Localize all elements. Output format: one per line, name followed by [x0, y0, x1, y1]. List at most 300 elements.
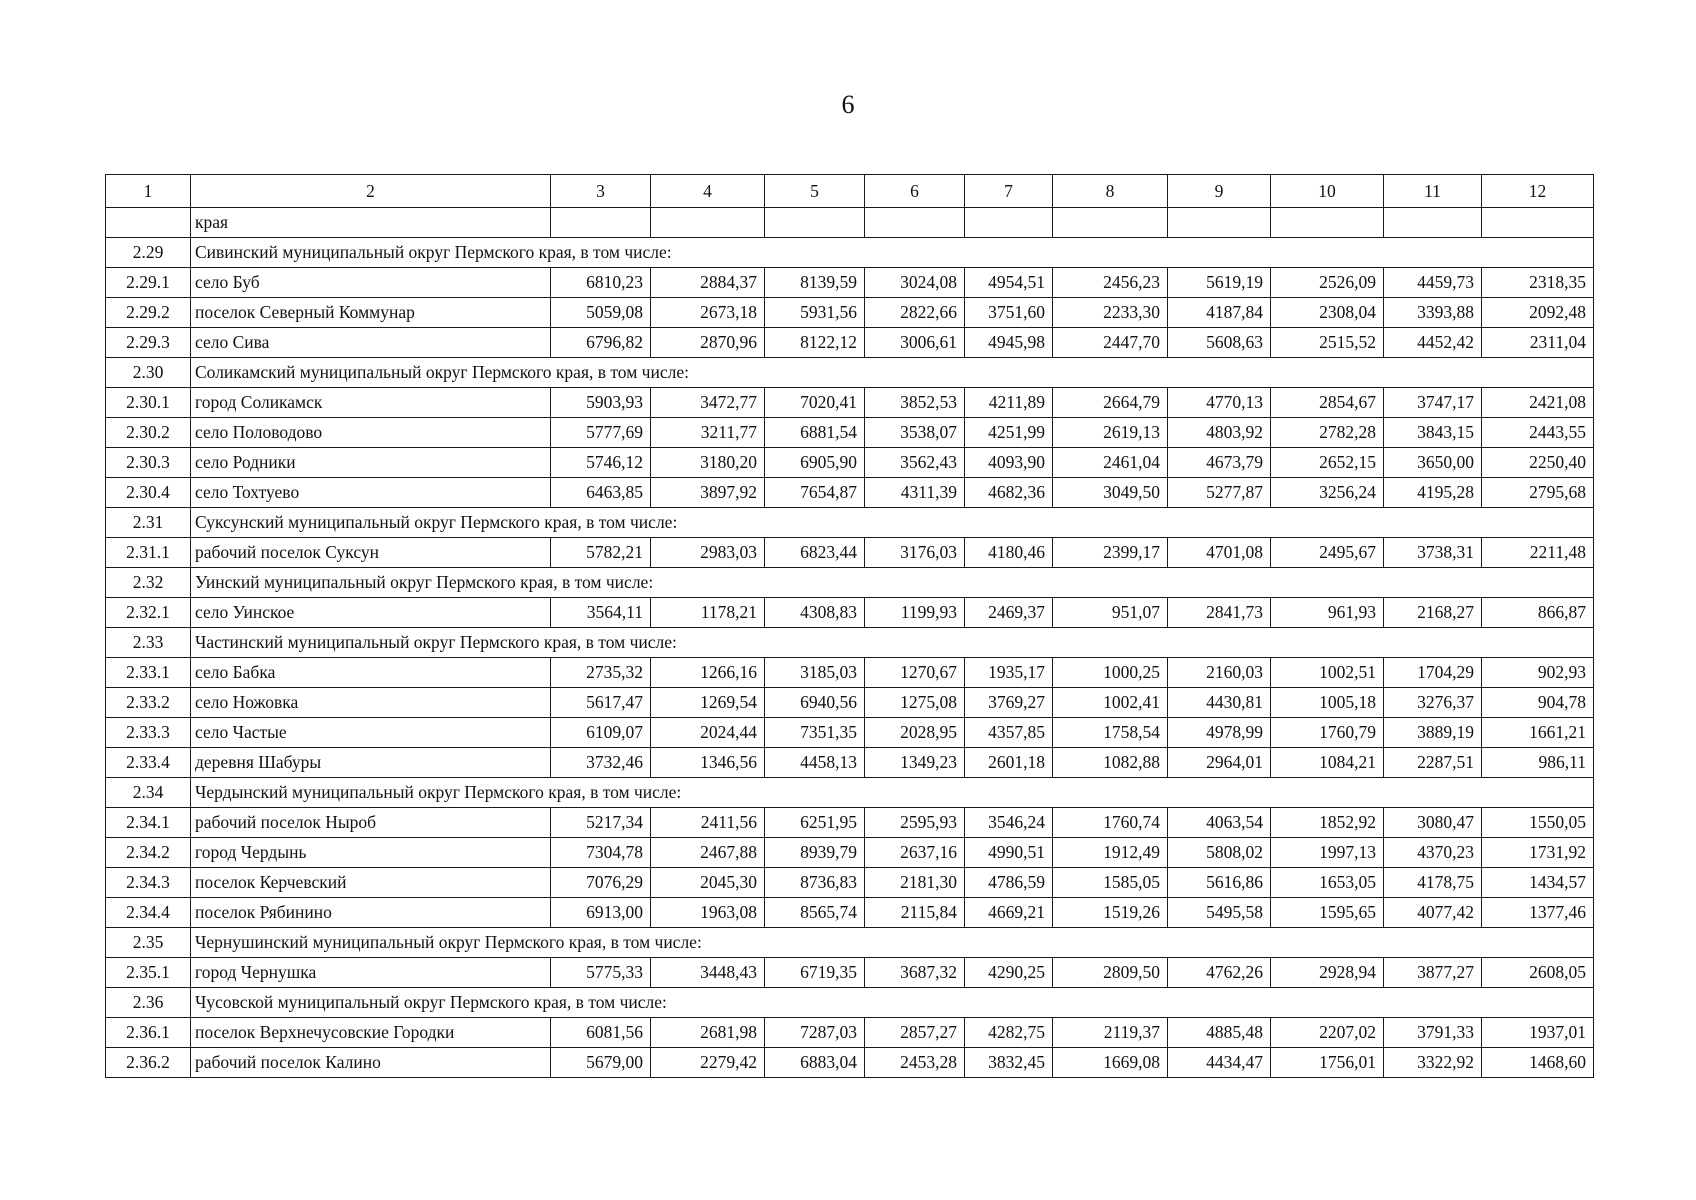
row-name: город Соликамск [191, 388, 551, 418]
value-cell: 1760,74 [1053, 808, 1168, 838]
column-number: 11 [1384, 175, 1482, 208]
group-row [106, 928, 1594, 958]
value-cell: 8939,79 [765, 838, 865, 868]
value-cell: 2119,37 [1053, 1018, 1168, 1048]
value-cell: 3732,46 [551, 748, 651, 778]
value-cell: 1199,93 [865, 598, 965, 628]
group-row [106, 988, 1594, 1018]
value-cell: 2443,55 [1482, 418, 1594, 448]
column-number: 8 [1053, 175, 1168, 208]
row-number: 2.33.1 [106, 658, 191, 688]
row-number: 2.32.1 [106, 598, 191, 628]
column-number: 6 [865, 175, 965, 208]
value-cell: 2211,48 [1482, 538, 1594, 568]
value-cell: 5217,34 [551, 808, 651, 838]
table-row [106, 898, 1594, 928]
column-number: 5 [765, 175, 865, 208]
value-cell: 1852,92 [1271, 808, 1384, 838]
value-cell: 2207,02 [1271, 1018, 1384, 1048]
value-cell: 2664,79 [1053, 388, 1168, 418]
row-number: 2.33.4 [106, 748, 191, 778]
table-row [106, 448, 1594, 478]
value-cell: 4945,98 [965, 328, 1053, 358]
value-cell [1482, 208, 1594, 238]
value-cell [965, 208, 1053, 238]
group-row [106, 238, 1594, 268]
value-cell: 6881,54 [765, 418, 865, 448]
row-name: село Ножовка [191, 688, 551, 718]
tariff-table [105, 174, 1594, 1078]
row-number: 2.31.1 [106, 538, 191, 568]
value-cell: 8565,74 [765, 898, 865, 928]
value-cell: 4093,90 [965, 448, 1053, 478]
value-cell: 2092,48 [1482, 298, 1594, 328]
value-cell: 4885,48 [1168, 1018, 1271, 1048]
value-cell: 1275,08 [865, 688, 965, 718]
value-cell: 4077,42 [1384, 898, 1482, 928]
value-cell: 4459,73 [1384, 268, 1482, 298]
value-cell: 3185,03 [765, 658, 865, 688]
column-number: 9 [1168, 175, 1271, 208]
row-number: 2.29.2 [106, 298, 191, 328]
value-cell: 1002,41 [1053, 688, 1168, 718]
group-row [106, 778, 1594, 808]
table-row [106, 748, 1594, 778]
value-cell: 4211,89 [965, 388, 1053, 418]
value-cell: 2181,30 [865, 868, 965, 898]
table-row [106, 1048, 1594, 1078]
value-cell: 2857,27 [865, 1018, 965, 1048]
value-cell: 4669,21 [965, 898, 1053, 928]
value-cell: 1758,54 [1053, 718, 1168, 748]
row-name: поселок Керчевский [191, 868, 551, 898]
value-cell: 2411,56 [651, 808, 765, 838]
value-cell: 1585,05 [1053, 868, 1168, 898]
value-cell: 3889,19 [1384, 718, 1482, 748]
value-cell: 3256,24 [1271, 478, 1384, 508]
row-name: село Половодово [191, 418, 551, 448]
value-cell: 1935,17 [965, 658, 1053, 688]
row-number: 2.36.2 [106, 1048, 191, 1078]
value-cell: 6940,56 [765, 688, 865, 718]
row-name: село Родники [191, 448, 551, 478]
value-cell: 2841,73 [1168, 598, 1271, 628]
value-cell: 3276,37 [1384, 688, 1482, 718]
table-body [106, 175, 1594, 1078]
value-cell: 4187,84 [1168, 298, 1271, 328]
value-cell: 3751,60 [965, 298, 1053, 328]
row-number: 2.30.2 [106, 418, 191, 448]
value-cell: 3322,92 [1384, 1048, 1482, 1078]
value-cell: 1178,21 [651, 598, 765, 628]
value-cell: 4370,23 [1384, 838, 1482, 868]
value-cell: 6796,82 [551, 328, 651, 358]
value-cell: 5608,63 [1168, 328, 1271, 358]
value-cell: 5277,87 [1168, 478, 1271, 508]
value-cell: 6109,07 [551, 718, 651, 748]
value-cell: 4673,79 [1168, 448, 1271, 478]
row-name: края [191, 208, 551, 238]
value-cell [1384, 208, 1482, 238]
value-cell: 6810,23 [551, 268, 651, 298]
value-cell: 3080,47 [1384, 808, 1482, 838]
value-cell: 7287,03 [765, 1018, 865, 1048]
value-cell: 1704,29 [1384, 658, 1482, 688]
value-cell: 6823,44 [765, 538, 865, 568]
value-cell: 2652,15 [1271, 448, 1384, 478]
value-cell: 3448,43 [651, 958, 765, 988]
value-cell: 3832,45 [965, 1048, 1053, 1078]
row-name: город Чердынь [191, 838, 551, 868]
value-cell: 3176,03 [865, 538, 965, 568]
row-name: рабочий поселок Ныроб [191, 808, 551, 838]
value-cell [1053, 208, 1168, 238]
value-cell: 2461,04 [1053, 448, 1168, 478]
group-row [106, 628, 1594, 658]
value-cell: 4458,13 [765, 748, 865, 778]
column-number: 10 [1271, 175, 1384, 208]
value-cell: 5777,69 [551, 418, 651, 448]
value-cell: 4308,83 [765, 598, 865, 628]
value-cell: 3564,11 [551, 598, 651, 628]
row-name: поселок Рябинино [191, 898, 551, 928]
value-cell: 3180,20 [651, 448, 765, 478]
table-row [106, 958, 1594, 988]
value-cell [1168, 208, 1271, 238]
value-cell: 2884,37 [651, 268, 765, 298]
value-cell: 986,11 [1482, 748, 1594, 778]
value-cell: 1997,13 [1271, 838, 1384, 868]
value-cell: 4701,08 [1168, 538, 1271, 568]
table-row [106, 418, 1594, 448]
value-cell: 4770,13 [1168, 388, 1271, 418]
value-cell: 4357,85 [965, 718, 1053, 748]
value-cell: 1550,05 [1482, 808, 1594, 838]
value-cell [651, 208, 765, 238]
group-number: 2.33 [106, 628, 191, 658]
value-cell: 2233,30 [1053, 298, 1168, 328]
value-cell [765, 208, 865, 238]
row-name: село Тохтуево [191, 478, 551, 508]
table-row [106, 298, 1594, 328]
value-cell: 1005,18 [1271, 688, 1384, 718]
value-cell: 2453,28 [865, 1048, 965, 1078]
row-name: рабочий поселок Суксун [191, 538, 551, 568]
group-name: Соликамский муниципальный округ Пермского края, в том числе: [191, 358, 1594, 388]
value-cell: 961,93 [1271, 598, 1384, 628]
value-cell: 3650,00 [1384, 448, 1482, 478]
row-number: 2.29.3 [106, 328, 191, 358]
value-cell: 7020,41 [765, 388, 865, 418]
value-cell: 2160,03 [1168, 658, 1271, 688]
table-row [106, 388, 1594, 418]
row-number: 2.34.3 [106, 868, 191, 898]
value-cell: 1760,79 [1271, 718, 1384, 748]
value-cell: 1082,88 [1053, 748, 1168, 778]
value-cell: 4282,75 [965, 1018, 1053, 1048]
value-cell: 2308,04 [1271, 298, 1384, 328]
table-row [106, 1018, 1594, 1048]
value-cell: 3897,92 [651, 478, 765, 508]
value-cell: 3769,27 [965, 688, 1053, 718]
value-cell: 2024,44 [651, 718, 765, 748]
value-cell: 1731,92 [1482, 838, 1594, 868]
row-name: село Частые [191, 718, 551, 748]
value-cell: 2279,42 [651, 1048, 765, 1078]
value-cell: 6913,00 [551, 898, 651, 928]
value-cell: 1434,57 [1482, 868, 1594, 898]
value-cell: 4990,51 [965, 838, 1053, 868]
row-number: 2.33.2 [106, 688, 191, 718]
value-cell: 2421,08 [1482, 388, 1594, 418]
value-cell: 1002,51 [1271, 658, 1384, 688]
value-cell: 2311,04 [1482, 328, 1594, 358]
value-cell: 1270,67 [865, 658, 965, 688]
value-cell: 5775,33 [551, 958, 651, 988]
value-cell: 2928,94 [1271, 958, 1384, 988]
value-cell: 4195,28 [1384, 478, 1482, 508]
row-name: село Буб [191, 268, 551, 298]
table-row [106, 478, 1594, 508]
value-cell: 3024,08 [865, 268, 965, 298]
value-cell: 7654,87 [765, 478, 865, 508]
value-cell: 2028,95 [865, 718, 965, 748]
value-cell: 1084,21 [1271, 748, 1384, 778]
value-cell: 4786,59 [965, 868, 1053, 898]
value-cell: 6883,04 [765, 1048, 865, 1078]
group-number: 2.32 [106, 568, 191, 598]
value-cell: 3006,61 [865, 328, 965, 358]
column-number: 3 [551, 175, 651, 208]
value-cell: 4180,46 [965, 538, 1053, 568]
row-number: 2.29.1 [106, 268, 191, 298]
value-cell: 3791,33 [1384, 1018, 1482, 1048]
value-cell: 5617,47 [551, 688, 651, 718]
value-cell: 2469,37 [965, 598, 1053, 628]
value-cell: 4762,26 [1168, 958, 1271, 988]
value-cell: 4311,39 [865, 478, 965, 508]
column-number: 2 [191, 175, 551, 208]
value-cell: 4978,99 [1168, 718, 1271, 748]
value-cell: 2795,68 [1482, 478, 1594, 508]
value-cell: 2964,01 [1168, 748, 1271, 778]
row-number: 2.34.4 [106, 898, 191, 928]
value-cell: 2318,35 [1482, 268, 1594, 298]
value-cell: 5059,08 [551, 298, 651, 328]
group-row [106, 568, 1594, 598]
value-cell: 4251,99 [965, 418, 1053, 448]
table-row [106, 718, 1594, 748]
value-cell: 5782,21 [551, 538, 651, 568]
row-number: 2.34.1 [106, 808, 191, 838]
group-name: Уинский муниципальный округ Пермского края, в том числе: [191, 568, 1594, 598]
value-cell: 2983,03 [651, 538, 765, 568]
value-cell: 2735,32 [551, 658, 651, 688]
value-cell: 866,87 [1482, 598, 1594, 628]
value-cell: 2467,88 [651, 838, 765, 868]
value-cell: 3562,43 [865, 448, 965, 478]
row-name: деревня Шабуры [191, 748, 551, 778]
value-cell: 1963,08 [651, 898, 765, 928]
value-cell: 7351,35 [765, 718, 865, 748]
value-cell: 2870,96 [651, 328, 765, 358]
group-name: Чердынский муниципальный округ Пермского края, в том числе: [191, 778, 1594, 808]
value-cell: 2595,93 [865, 808, 965, 838]
value-cell: 8736,83 [765, 868, 865, 898]
value-cell: 4178,75 [1384, 868, 1482, 898]
group-number: 2.36 [106, 988, 191, 1018]
value-cell: 4682,36 [965, 478, 1053, 508]
page-number: 6 [841, 90, 855, 119]
row-name: село Сива [191, 328, 551, 358]
value-cell: 6081,56 [551, 1018, 651, 1048]
value-cell: 1661,21 [1482, 718, 1594, 748]
row-name: село Уинское [191, 598, 551, 628]
value-cell: 2287,51 [1384, 748, 1482, 778]
value-cell: 1346,56 [651, 748, 765, 778]
value-cell: 2854,67 [1271, 388, 1384, 418]
group-name: Частинский муниципальный округ Пермского края, в том числе: [191, 628, 1594, 658]
value-cell: 6719,35 [765, 958, 865, 988]
table-row [106, 808, 1594, 838]
value-cell: 1000,25 [1053, 658, 1168, 688]
value-cell: 1269,54 [651, 688, 765, 718]
value-cell: 2526,09 [1271, 268, 1384, 298]
value-cell: 3211,77 [651, 418, 765, 448]
value-cell: 6905,90 [765, 448, 865, 478]
value-cell: 3049,50 [1053, 478, 1168, 508]
value-cell: 8139,59 [765, 268, 865, 298]
value-cell: 5679,00 [551, 1048, 651, 1078]
value-cell: 1349,23 [865, 748, 965, 778]
value-cell: 2782,28 [1271, 418, 1384, 448]
table-row [106, 328, 1594, 358]
row-number: 2.30.3 [106, 448, 191, 478]
value-cell: 1519,26 [1053, 898, 1168, 928]
value-cell: 4430,81 [1168, 688, 1271, 718]
row-number: 2.30.4 [106, 478, 191, 508]
value-cell: 4063,54 [1168, 808, 1271, 838]
row-number: 2.33.3 [106, 718, 191, 748]
group-row [106, 508, 1594, 538]
row-number: 2.34.2 [106, 838, 191, 868]
column-number: 7 [965, 175, 1053, 208]
column-number: 1 [106, 175, 191, 208]
table-row [106, 688, 1594, 718]
value-cell: 3472,77 [651, 388, 765, 418]
value-cell: 1937,01 [1482, 1018, 1594, 1048]
group-name: Чернушинский муниципальный округ Пермского края, в том числе: [191, 928, 1594, 958]
value-cell: 5903,93 [551, 388, 651, 418]
value-cell: 2619,13 [1053, 418, 1168, 448]
group-number: 2.34 [106, 778, 191, 808]
value-cell: 1756,01 [1271, 1048, 1384, 1078]
value-cell: 1468,60 [1482, 1048, 1594, 1078]
value-cell: 3538,07 [865, 418, 965, 448]
value-cell: 3843,15 [1384, 418, 1482, 448]
group-name: Суксунский муниципальный округ Пермского края, в том числе: [191, 508, 1594, 538]
value-cell: 1669,08 [1053, 1048, 1168, 1078]
value-cell: 2608,05 [1482, 958, 1594, 988]
value-cell: 5931,56 [765, 298, 865, 328]
continuation-row [106, 208, 1594, 238]
row-name: село Бабка [191, 658, 551, 688]
value-cell: 2447,70 [1053, 328, 1168, 358]
value-cell: 2515,52 [1271, 328, 1384, 358]
value-cell: 3852,53 [865, 388, 965, 418]
value-cell: 2673,18 [651, 298, 765, 328]
value-cell: 7076,29 [551, 868, 651, 898]
value-cell: 2115,84 [865, 898, 965, 928]
value-cell: 4803,92 [1168, 418, 1271, 448]
value-cell [865, 208, 965, 238]
value-cell: 1912,49 [1053, 838, 1168, 868]
value-cell: 2637,16 [865, 838, 965, 868]
value-cell: 3687,32 [865, 958, 965, 988]
value-cell: 3877,27 [1384, 958, 1482, 988]
value-cell: 5619,19 [1168, 268, 1271, 298]
value-cell: 6251,95 [765, 808, 865, 838]
value-cell [1271, 208, 1384, 238]
value-cell: 2681,98 [651, 1018, 765, 1048]
value-cell: 4434,47 [1168, 1048, 1271, 1078]
value-cell: 2809,50 [1053, 958, 1168, 988]
value-cell: 3393,88 [1384, 298, 1482, 328]
column-number-row [106, 175, 1594, 208]
column-number: 12 [1482, 175, 1594, 208]
value-cell: 5746,12 [551, 448, 651, 478]
value-cell [551, 208, 651, 238]
value-cell: 2399,17 [1053, 538, 1168, 568]
value-cell: 1595,65 [1271, 898, 1384, 928]
value-cell: 5616,86 [1168, 868, 1271, 898]
table-row [106, 598, 1594, 628]
value-cell: 1377,46 [1482, 898, 1594, 928]
table-row [106, 838, 1594, 868]
value-cell: 2045,30 [651, 868, 765, 898]
row-name: город Чернушка [191, 958, 551, 988]
column-number: 4 [651, 175, 765, 208]
row-number: 2.36.1 [106, 1018, 191, 1048]
table-row [106, 868, 1594, 898]
value-cell: 2495,67 [1271, 538, 1384, 568]
value-cell: 2456,23 [1053, 268, 1168, 298]
value-cell: 8122,12 [765, 328, 865, 358]
value-cell: 3738,31 [1384, 538, 1482, 568]
value-cell: 2250,40 [1482, 448, 1594, 478]
row-number: 2.30.1 [106, 388, 191, 418]
value-cell: 6463,85 [551, 478, 651, 508]
value-cell: 1266,16 [651, 658, 765, 688]
group-number: 2.29 [106, 238, 191, 268]
value-cell: 4290,25 [965, 958, 1053, 988]
group-number: 2.35 [106, 928, 191, 958]
value-cell: 4452,42 [1384, 328, 1482, 358]
value-cell: 4954,51 [965, 268, 1053, 298]
row-name: поселок Северный Коммунар [191, 298, 551, 328]
value-cell: 5808,02 [1168, 838, 1271, 868]
value-cell: 1653,05 [1271, 868, 1384, 898]
value-cell: 902,93 [1482, 658, 1594, 688]
group-row [106, 358, 1594, 388]
group-name: Сивинский муниципальный округ Пермского края, в том числе: [191, 238, 1594, 268]
table-row [106, 658, 1594, 688]
value-cell: 951,07 [1053, 598, 1168, 628]
group-number: 2.31 [106, 508, 191, 538]
value-cell: 5495,58 [1168, 898, 1271, 928]
row-name: рабочий поселок Калино [191, 1048, 551, 1078]
row-number: 2.35.1 [106, 958, 191, 988]
